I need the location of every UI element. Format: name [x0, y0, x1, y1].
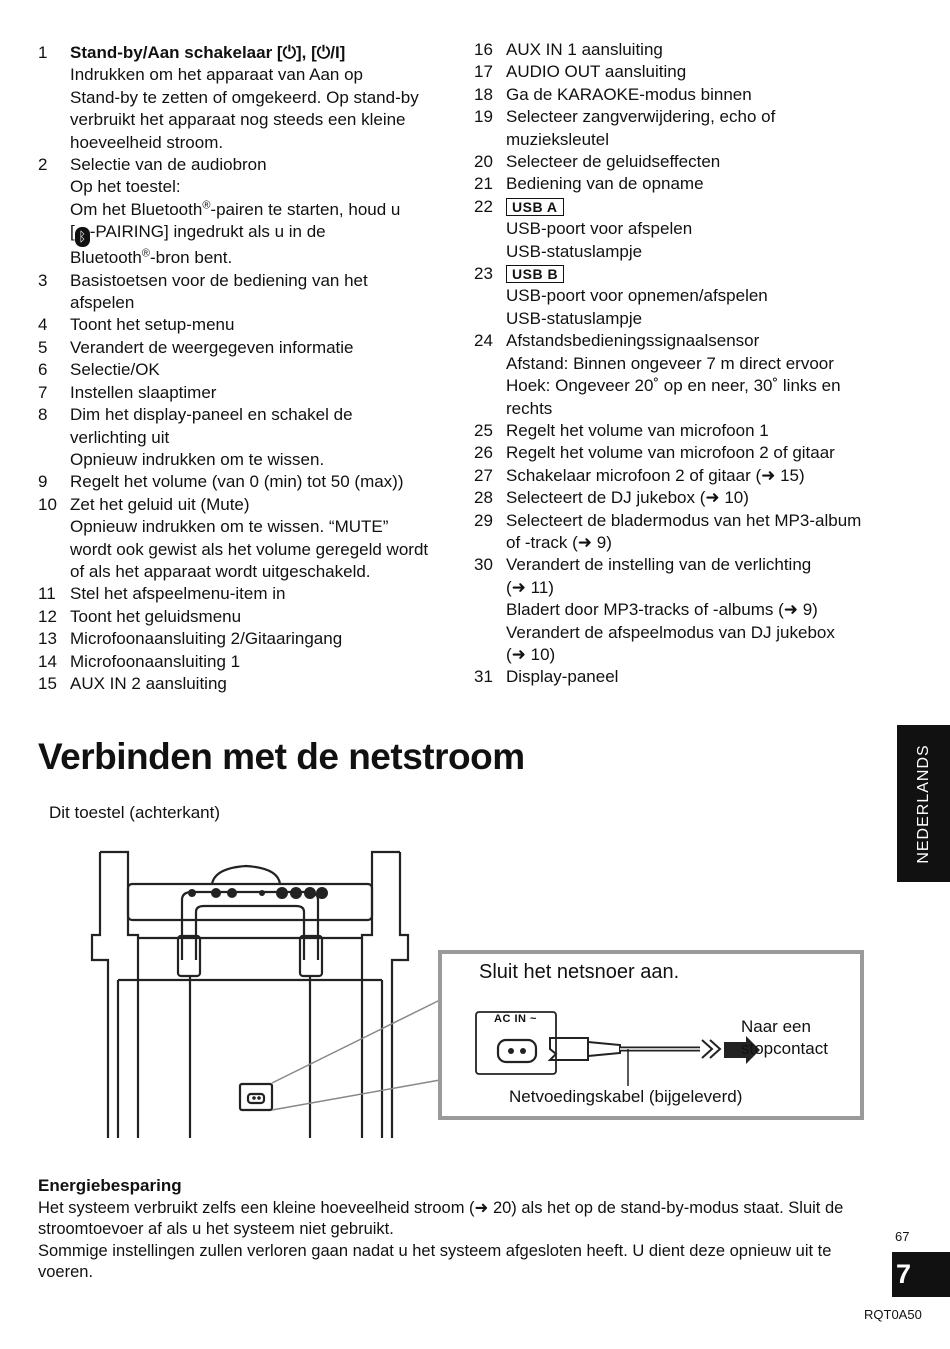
- right-item-list: [474, 39, 894, 689]
- item-body: [70, 651, 458, 673]
- item-line: Opnieuw indrukken om te wissen.: [70, 449, 325, 469]
- list-item: [474, 39, 894, 61]
- list-item: [38, 337, 458, 359]
- item-number: 29: [474, 510, 493, 530]
- item-line: Selecteert de bladermodus van het MP3-album: [506, 510, 862, 530]
- item-line: Display-paneel: [506, 667, 619, 687]
- list-item: [38, 42, 458, 154]
- item-line: afspelen: [70, 293, 135, 313]
- item-line: USB-poort voor afspelen: [506, 219, 693, 239]
- list-item: [474, 196, 894, 263]
- item-number: 23: [474, 264, 493, 284]
- usb-port-badge: USB A: [506, 198, 564, 216]
- rear-view-caption: Dit toestel (achterkant): [49, 803, 221, 822]
- language-tab-label: NEDERLANDS: [914, 743, 932, 864]
- item-body: [506, 666, 894, 688]
- item-line: AUX IN 1 aansluiting: [506, 40, 663, 59]
- outlet-label: [741, 1016, 828, 1060]
- item-line: Basistoetsen voor de bediening van het: [70, 270, 368, 290]
- item-line: Afstandsbedieningssignaalsensor: [506, 331, 760, 351]
- usb-port-badge: USB B: [506, 265, 564, 283]
- item-number: 11: [38, 584, 56, 604]
- item-number: 24: [474, 331, 493, 351]
- item-line: Schakelaar microfoon 2 of gitaar (➜ 15): [506, 465, 805, 485]
- item-body: [506, 465, 894, 487]
- item-body: [70, 382, 458, 404]
- item-body: [70, 494, 458, 584]
- item-line: Op het toestel:: [70, 177, 181, 197]
- energy-saving-paragraph-1: Het systeem verbruikt zelfs een kleine hoeveelheid stroom (➜ 20) als het op de stand-by-modus staat. Sluit de stroomtoevoer af als u het systeem niet gebruikt.: [38, 1198, 844, 1239]
- item-number: 27: [474, 465, 493, 485]
- item-line: Bladert door MP3-tracks of -albums (➜ 9): [506, 600, 818, 620]
- item-body: [70, 583, 458, 605]
- left-item-list: [38, 42, 458, 695]
- document-code: RQT0A50: [864, 1307, 922, 1322]
- item-body: [70, 471, 458, 493]
- list-item: [474, 84, 894, 106]
- item-number: 20: [474, 152, 493, 172]
- item-line: rechts: [506, 398, 553, 418]
- outlet-label-line-1: Naar een: [741, 1017, 811, 1036]
- item-line: Om het Bluetooth®-pairen te starten, houd u: [70, 199, 401, 219]
- language-tab: [897, 725, 950, 882]
- item-body: [506, 330, 894, 420]
- rear-panel-diagram: [0, 840, 900, 1145]
- item-number: 12: [38, 606, 57, 626]
- item-number: 4: [38, 315, 48, 335]
- item-number: 3: [38, 270, 48, 290]
- item-number: 5: [38, 337, 48, 357]
- item-line: Instellen slaaptimer: [70, 382, 217, 402]
- item-body: [506, 173, 894, 195]
- item-number: 26: [474, 443, 493, 463]
- item-body: [70, 337, 458, 359]
- item-line: Verandert de weergegeven informatie: [70, 337, 354, 357]
- list-item: [474, 666, 894, 688]
- item-line: Regelt het volume van microfoon 2 of gitaar: [506, 443, 835, 463]
- list-item: [474, 510, 894, 555]
- item-body: [506, 61, 894, 83]
- outlet-label-line-2: stopcontact: [741, 1039, 828, 1058]
- item-body: [506, 151, 894, 173]
- item-line: Toont het setup-menu: [70, 315, 235, 335]
- page-tab-number: 7: [892, 1252, 950, 1297]
- list-item: [474, 173, 894, 195]
- item-number: 6: [38, 360, 48, 380]
- item-body: [506, 263, 894, 330]
- item-body: [506, 106, 894, 151]
- item-number: 19: [474, 107, 493, 127]
- item-number: 7: [38, 382, 48, 402]
- item-line: Selecteer de geluidseffecten: [506, 152, 721, 172]
- item-number: 21: [474, 174, 493, 194]
- item-number: 28: [474, 488, 493, 508]
- cable-label: Netvoedingskabel (bijgeleverd): [509, 1087, 743, 1106]
- bluetooth-icon: ᛒ: [75, 227, 90, 247]
- item-line: Stand-by/Aan schakelaar [⏻], [⏻/I]: [70, 43, 346, 62]
- list-item: [38, 382, 458, 404]
- list-item: [38, 404, 458, 471]
- item-number: 13: [38, 629, 57, 649]
- item-number: 16: [474, 40, 493, 59]
- item-line: Dim het display-paneel en schakel de: [70, 405, 353, 425]
- item-body: [506, 420, 894, 442]
- item-line: Verandert de afspeelmodus van DJ jukebox: [506, 622, 835, 642]
- item-line: USB-statuslampje: [506, 241, 643, 261]
- item-body: [70, 673, 458, 695]
- item-body: [70, 42, 458, 154]
- item-line: (➜ 10): [506, 644, 556, 664]
- item-body: [506, 39, 894, 61]
- ac-in-label: AC IN ~: [494, 1013, 537, 1025]
- item-line: Afstand: Binnen ongeveer 7 m direct ervoor: [506, 353, 834, 373]
- list-item: [474, 61, 894, 83]
- list-item: [474, 151, 894, 173]
- item-line: Bediening van de opname: [506, 174, 704, 194]
- item-body: [70, 359, 458, 381]
- item-body: [70, 606, 458, 628]
- list-item: [474, 420, 894, 442]
- item-line: Regelt het volume van microfoon 1: [506, 420, 769, 440]
- list-item: [474, 330, 894, 420]
- item-number: 25: [474, 420, 493, 440]
- item-line: Microfoonaansluiting 2/Gitaaringang: [70, 629, 343, 649]
- item-line: AUDIO OUT aansluiting: [506, 62, 687, 82]
- item-number: 1: [38, 43, 48, 62]
- item-body: [70, 154, 458, 270]
- energy-saving-heading: Energiebesparing: [38, 1176, 182, 1195]
- callout-title: Sluit het netsnoer aan.: [479, 961, 680, 983]
- item-line: of als het apparaat wordt uitgeschakeld.: [70, 561, 371, 581]
- item-line: Indrukken om het apparaat van Aan op: [70, 65, 363, 85]
- item-line: AUX IN 2 aansluiting: [70, 673, 227, 693]
- item-number: 22: [474, 196, 493, 216]
- section-title: Verbinden met de netstroom: [38, 736, 525, 777]
- item-line: Stand-by te zetten of omgekeerd. Op stand-by: [70, 87, 419, 107]
- item-line: hoeveelheid stroom.: [70, 132, 224, 152]
- energy-saving-section: [38, 1175, 888, 1284]
- item-line: Hoek: Ongeveer 20˚ op en neer, 30˚ links en: [506, 376, 841, 396]
- item-number: 15: [38, 673, 57, 693]
- list-item: [38, 359, 458, 381]
- list-item: [38, 154, 458, 270]
- list-item: [474, 487, 894, 509]
- energy-saving-paragraph-2: Sommige instellingen zullen verloren gaan nadat u het systeem afgesloten heeft. U dient deze opnieuw uit te voeren.: [38, 1241, 832, 1282]
- item-number: 2: [38, 155, 48, 175]
- page-number: 67: [895, 1229, 910, 1244]
- item-number: 9: [38, 472, 48, 492]
- list-item: [38, 606, 458, 628]
- item-line: Selectie van de audiobron: [70, 155, 267, 175]
- item-line: Bluetooth®-bron bent.: [70, 247, 233, 268]
- list-item: [38, 471, 458, 493]
- list-item: [38, 628, 458, 650]
- item-line: Regelt het volume (van 0 (min) tot 50 (max)): [70, 472, 404, 492]
- item-line: USB-poort voor opnemen/afspelen: [506, 286, 768, 306]
- item-line: Zet het geluid uit (Mute): [70, 494, 250, 514]
- item-line: USB-statuslampje: [506, 308, 643, 328]
- item-body: [506, 84, 894, 106]
- item-line: Verandert de instelling van de verlichting: [506, 555, 812, 575]
- list-item: [38, 673, 458, 695]
- list-item: [474, 554, 894, 666]
- item-number: 8: [38, 405, 48, 425]
- item-body: [506, 442, 894, 464]
- item-line: Opnieuw indrukken om te wissen. “MUTE”: [70, 517, 389, 537]
- item-line: Selecteer zangverwijdering, echo of: [506, 107, 776, 127]
- item-body: [506, 554, 894, 666]
- list-item: [474, 106, 894, 151]
- item-number: 10: [38, 494, 57, 514]
- item-body: [506, 196, 894, 263]
- item-number: 14: [38, 651, 57, 671]
- item-body: [70, 270, 458, 315]
- item-line: Ga de KARAOKE-modus binnen: [506, 84, 752, 104]
- item-line: wordt ook gewist als het volume geregeld wordt: [70, 539, 429, 559]
- list-item: [38, 314, 458, 336]
- item-body: [506, 510, 894, 555]
- item-body: [70, 404, 458, 471]
- item-line: [ ᛒ -PAIRING] ingedrukt als u in de: [70, 221, 458, 247]
- item-number: 18: [474, 84, 493, 104]
- item-line: Microfoonaansluiting 1: [70, 651, 241, 671]
- item-line: of -track (➜ 9): [506, 532, 612, 552]
- list-item: [474, 465, 894, 487]
- item-line: Stel het afspeelmenu-item in: [70, 584, 286, 604]
- item-number: 31: [474, 667, 493, 687]
- item-line: (➜ 11): [506, 577, 554, 597]
- list-item: [474, 442, 894, 464]
- item-line: Toont het geluidsmenu: [70, 606, 242, 626]
- item-number: 17: [474, 62, 493, 82]
- item-body: [70, 628, 458, 650]
- list-item: [38, 270, 458, 315]
- item-line: Selectie/OK: [70, 360, 160, 380]
- list-item: [474, 263, 894, 330]
- list-item: [38, 494, 458, 584]
- item-body: [70, 314, 458, 336]
- list-item: [38, 651, 458, 673]
- list-item: [38, 583, 458, 605]
- item-line: Selecteert de DJ jukebox (➜ 10): [506, 488, 749, 508]
- item-line: verbruikt het apparaat nog steeds een kleine: [70, 110, 406, 130]
- item-number: 30: [474, 555, 493, 575]
- item-line: verlichting uit: [70, 427, 170, 447]
- item-line: muzieksleutel: [506, 129, 609, 149]
- item-body: [506, 487, 894, 509]
